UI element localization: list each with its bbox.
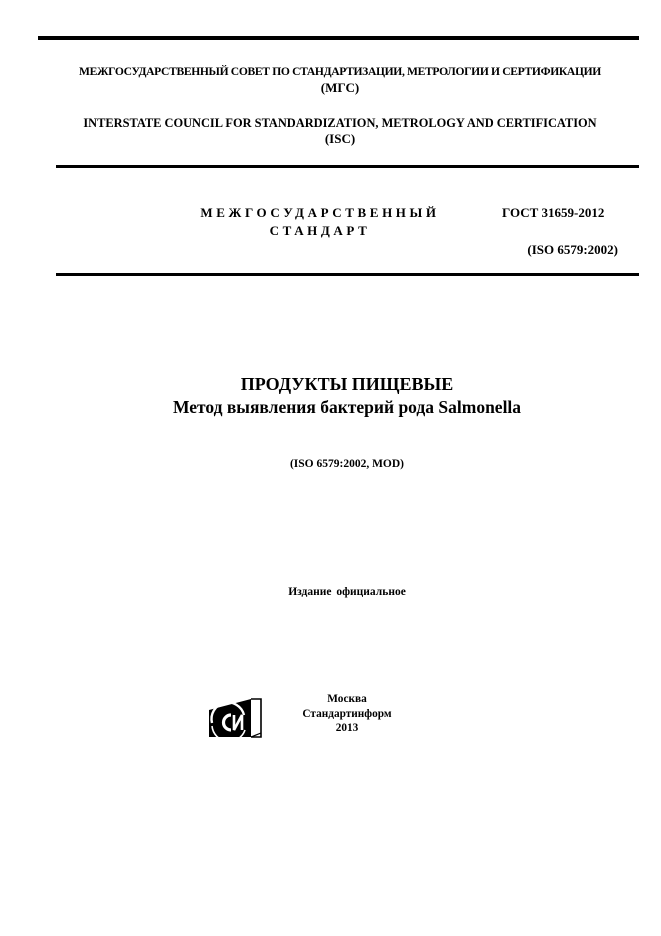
edition-label: Издание официальное xyxy=(288,586,406,598)
document-subtitle: Метод выявления бактерий рода Salmonella xyxy=(172,397,522,417)
publication-year: 2013 xyxy=(335,722,359,734)
document-title: ПРОДУКТЫ ПИЩЕВЫЕ xyxy=(240,374,454,394)
bottom-rule xyxy=(56,273,639,276)
standartinform-logo-icon xyxy=(207,697,262,739)
top-rule xyxy=(38,36,639,40)
council-name-ru: МЕЖГОСУДАРСТВЕННЫЙ СОВЕТ ПО СТАНДАРТИЗАЦИИ, МЕТРОЛОГИИ И СЕРТИФИКАЦИИ xyxy=(79,65,601,78)
council-abbr-ru: (МГС) xyxy=(320,80,360,95)
publisher-block xyxy=(280,692,414,736)
council-name-en: INTERSTATE COUNCIL FOR STANDARDIZATION, METROLOGY AND CERTIFICATION xyxy=(83,116,597,130)
council-abbr-en: (ISC) xyxy=(324,131,356,146)
publisher-name: Стандартинформ xyxy=(302,707,392,720)
middle-rule xyxy=(56,165,639,168)
standard-type-line-1: МЕЖГОСУДАРСТВЕННЫЙ xyxy=(200,205,440,220)
gost-number: ГОСТ 31659-2012 xyxy=(502,205,605,220)
iso-reference: (ISO 6579:2002) xyxy=(527,242,618,257)
publisher-city: Москва xyxy=(327,693,367,705)
standard-type-line-2: СТАНДАРТ xyxy=(269,223,371,238)
iso-modification: (ISO 6579:2002, MOD) xyxy=(289,458,405,470)
